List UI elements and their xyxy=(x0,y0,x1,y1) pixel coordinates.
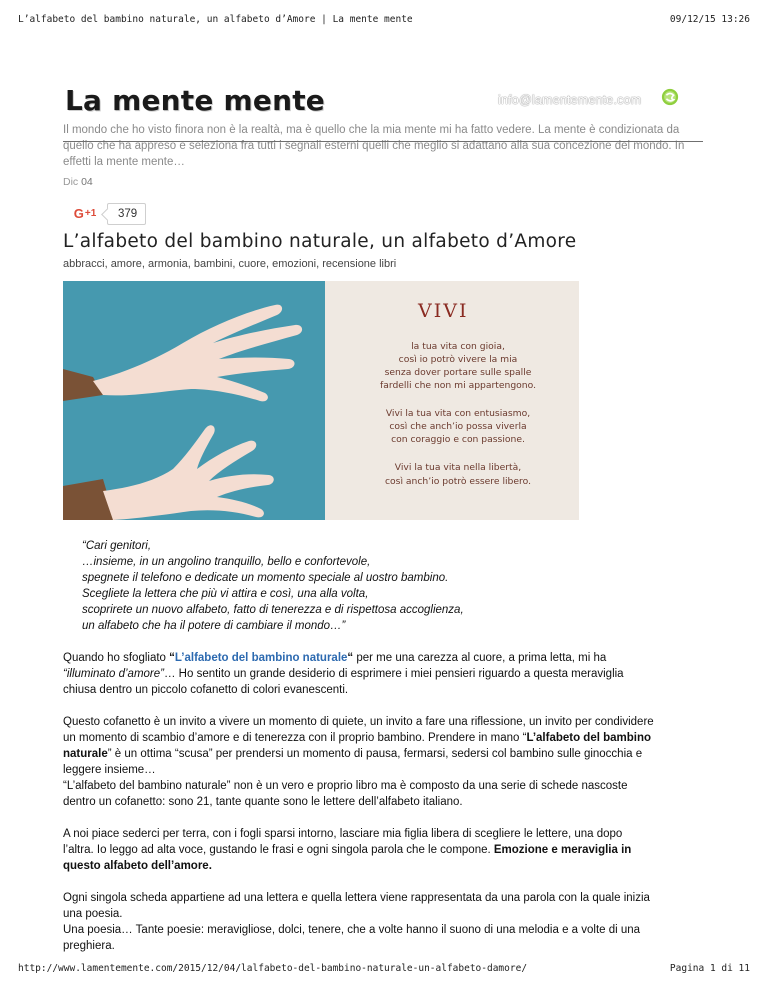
body-paragraph-1: Quando ho sfogliato “L’alfabeto del bambino naturale“ per me una carezza al cuore, a prima letta, mi ha “illuminato d’amore”… Ho sentito un grande desiderio di esprimere i miei pensieri riguardo a questa meraviglia chiusa dentro un piccolo cofanetto di colori evanescenti. xyxy=(63,652,624,696)
post-hero-image xyxy=(63,281,579,520)
site-header xyxy=(63,80,703,122)
post-date-month: Dic xyxy=(63,176,79,188)
google-plus-icon: G xyxy=(73,205,84,221)
hero-poem-line: fardelli che non mi appartengono. xyxy=(379,380,537,391)
google-plus-one-button[interactable] xyxy=(63,203,107,223)
print-url: http://www.lamentemente.com/2015/12/04/lalfabeto-del-bambino-naturale-un-alfabeto-damore/ xyxy=(18,963,528,974)
post-title: L’alfabeto del bambino naturale, un alfabeto d’Amore xyxy=(63,231,577,252)
hero-poem-heading: VIVI xyxy=(418,300,469,322)
quote-line: scoprirete un nuovo alfabeto, fatto di tenerezza e di rispettosa accoglienza, xyxy=(82,604,464,616)
hero-poem-line: Vivi la tua vita nella libertà, xyxy=(394,462,522,473)
post-tags: abbracci, amore, armonia, bambini, cuore, emozioni, recensione libri xyxy=(63,258,397,270)
hero-poem-line: così che anch’io possa viverla xyxy=(389,421,527,432)
print-footer xyxy=(18,963,750,977)
hero-poem-line: Vivi la tua vita con entusiasmo, xyxy=(385,408,531,419)
tagline-strike-rule xyxy=(63,141,703,142)
print-page-number: Pagina 1 di 11 xyxy=(669,963,750,974)
quote-line: …insieme, in un angolino tranquillo, bello e confortevole, xyxy=(82,556,371,568)
print-header xyxy=(18,14,750,28)
plus-one-label: +1 xyxy=(84,207,97,219)
book-title-link[interactable]: L’alfabeto del bambino naturale xyxy=(174,652,348,664)
site-tagline: Il mondo che ho visto finora non è la realtà, ma è quello che la mia mente mi ha fatto vedere. La mente è condizionata da quello che ha appreso e seleziona fra tutti i segnali esterni quelli che meglio si adattano alla sua concezione del mondo. In effetti la mente mente… xyxy=(63,122,703,170)
quote-line: spegnete il telefono e dedicate un momento speciale al uostro bambino. xyxy=(82,572,449,584)
body-paragraph-2: Questo cofanetto è un invito a vivere un momento di quiete, un invito a fare una riflessione, un invito per condividere un momento di scambio d’amore e di tenerezza con il proprio bambino. Prendere in mano “L’alfabeto del bambino naturale” è un ottima “scusa” per prendersi un momento di pausa, fermarsi, sedersi col bambino sulle ginocchia e leggere insieme… “L’alfabeto del bambino naturale” non è un vero e proprio libro ma è composto da una serie di schede nascoste dentro un cofanetto: sono 21, tante quante sono le lettere dell’alfabeto italiano. xyxy=(63,716,654,808)
body-paragraph-4: Ogni singola scheda appartiene ad una lettera e quella lettera viene rappresentata da una parola con la quale inizia una poesia. Una poesia… Tante poesie: meravigliose, dolci, tenere, che a volte hanno il suono di una melodia e a volte di una preghiera. xyxy=(63,892,650,952)
skype-icon[interactable] xyxy=(661,88,679,106)
hero-poem-line: così anch’io potrò essere libero. xyxy=(384,476,532,487)
email-link[interactable]: info@lamentemente.com xyxy=(498,93,642,107)
print-page-title: L’alfabeto del bambino naturale, un alfabeto d’Amore | La mente mente xyxy=(18,14,413,25)
quote-line: “Cari genitori, xyxy=(82,540,152,552)
hero-poem-line: la tua vita con gioia, xyxy=(411,341,505,352)
body-paragraph-3: A noi piace sederci per terra, con i fogli sparsi intorno, lasciare mia figlia libera di scegliere le lettere, una dopo l’altra. Io leggo ad alta voce, gustando le frasi e ogni singola parola che le compone. Emozione e meraviglia in questo alfabeto dell’amore. xyxy=(63,828,632,872)
quote-line: un alfabeto che ha il potere di cambiare il mondo…” xyxy=(82,620,346,632)
post-date xyxy=(63,176,703,188)
quote-line: Scegliete la lettera che più vi attira e così, una alla volta, xyxy=(82,588,369,600)
post-date-day: 04 xyxy=(81,176,93,188)
page-content xyxy=(63,80,703,954)
site-logo[interactable]: La mente mente xyxy=(65,84,325,117)
intro-quote xyxy=(82,538,703,634)
google-plus-count: 379 xyxy=(107,203,146,225)
print-datetime: 09/12/15 13:26 xyxy=(669,14,750,25)
hero-poem-line: così io potrò vivere la mia xyxy=(398,354,518,365)
hero-poem-line: senza dover portare sulle spalle xyxy=(384,367,532,378)
social-share-row xyxy=(63,203,703,225)
hero-poem-line: con coraggio e con passione. xyxy=(391,434,525,445)
